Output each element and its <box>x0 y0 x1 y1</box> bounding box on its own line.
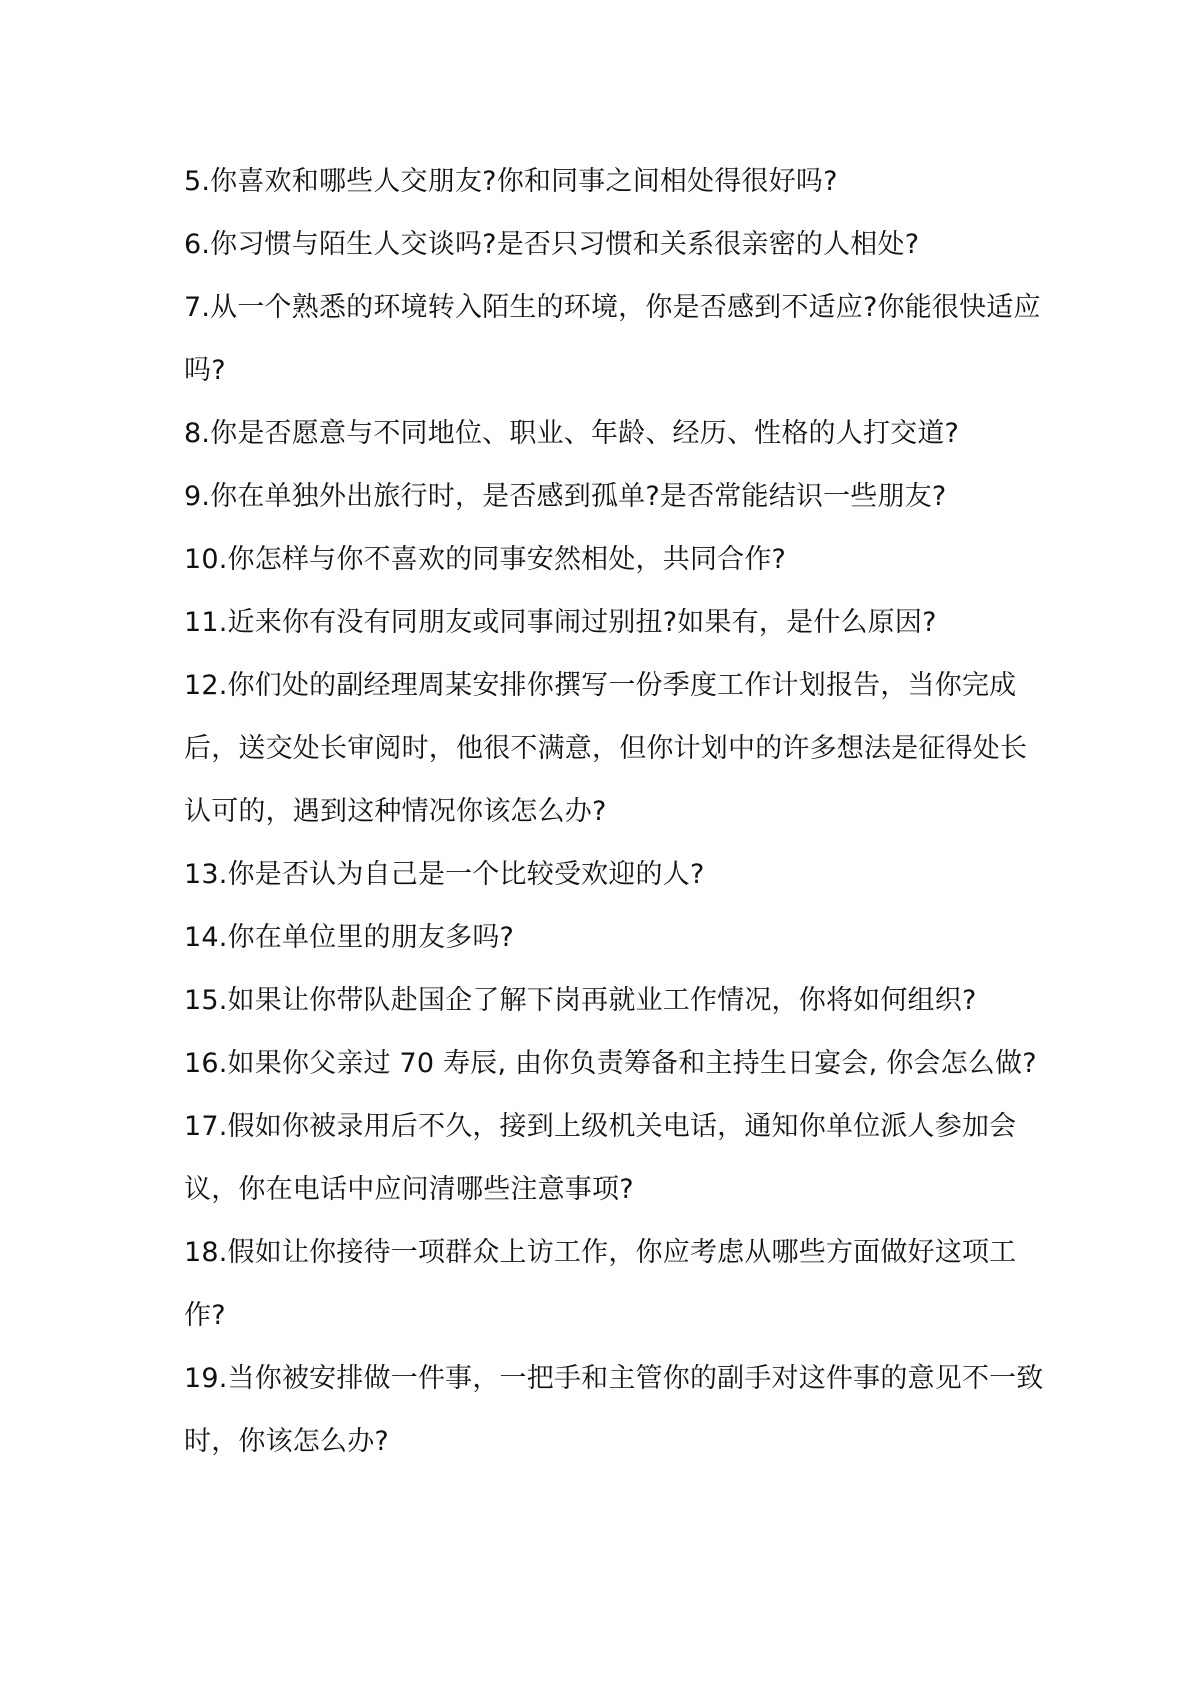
question-item: 14.你在单位里的朋友多吗? <box>184 922 515 953</box>
question-item: 8.你是否愿意与不同地位、职业、年龄、经历、性格的人打交道? <box>184 418 960 449</box>
document-page <box>184 150 1044 1473</box>
question-item: 7.从一个熟悉的环境转入陌生的环境，你是否感到不适应?你能很快适应吗? <box>184 292 1041 386</box>
question-item: 15.如果让你带队赴国企了解下岗再就业工作情况，你将如何组织? <box>184 985 977 1016</box>
question-item: 19.当你被安排做一件事，一把手和主管你的副手对这件事的意见不一致时，你该怎么办? <box>184 1363 1044 1457</box>
question-item: 13.你是否认为自己是一个比较受欢迎的人? <box>184 859 705 890</box>
question-item: 10.你怎样与你不喜欢的同事安然相处，共同合作? <box>184 544 787 575</box>
question-item: 17.假如你被录用后不久，接到上级机关电话，通知你单位派人参加会议，你在电话中应问清哪些注意事项? <box>184 1111 1017 1205</box>
question-item: 9.你在单独外出旅行时，是否感到孤单?是否常能结识一些朋友? <box>184 481 947 512</box>
question-item: 18.假如让你接待一项群众上访工作，你应考虑从哪些方面做好这项工作? <box>184 1237 1017 1331</box>
question-item: 6.你习惯与陌生人交谈吗?是否只习惯和关系很亲密的人相处? <box>184 229 920 260</box>
question-item: 5.你喜欢和哪些人交朋友?你和同事之间相处得很好吗? <box>184 166 838 197</box>
question-item: 12.你们处的副经理周某安排你撰写一份季度工作计划报告，当你完成后，送交处长审阅时，他很不满意，但你计划中的许多想法是征得处长认可的，遇到这种情况你该怎么办? <box>184 670 1028 827</box>
question-item: 16.如果你父亲过 70 寿辰, 由你负责筹备和主持生日宴会, 你会怎么做? <box>184 1048 1037 1079</box>
question-item: 11.近来你有没有同朋友或同事闹过别扭?如果有，是什么原因? <box>184 607 937 638</box>
